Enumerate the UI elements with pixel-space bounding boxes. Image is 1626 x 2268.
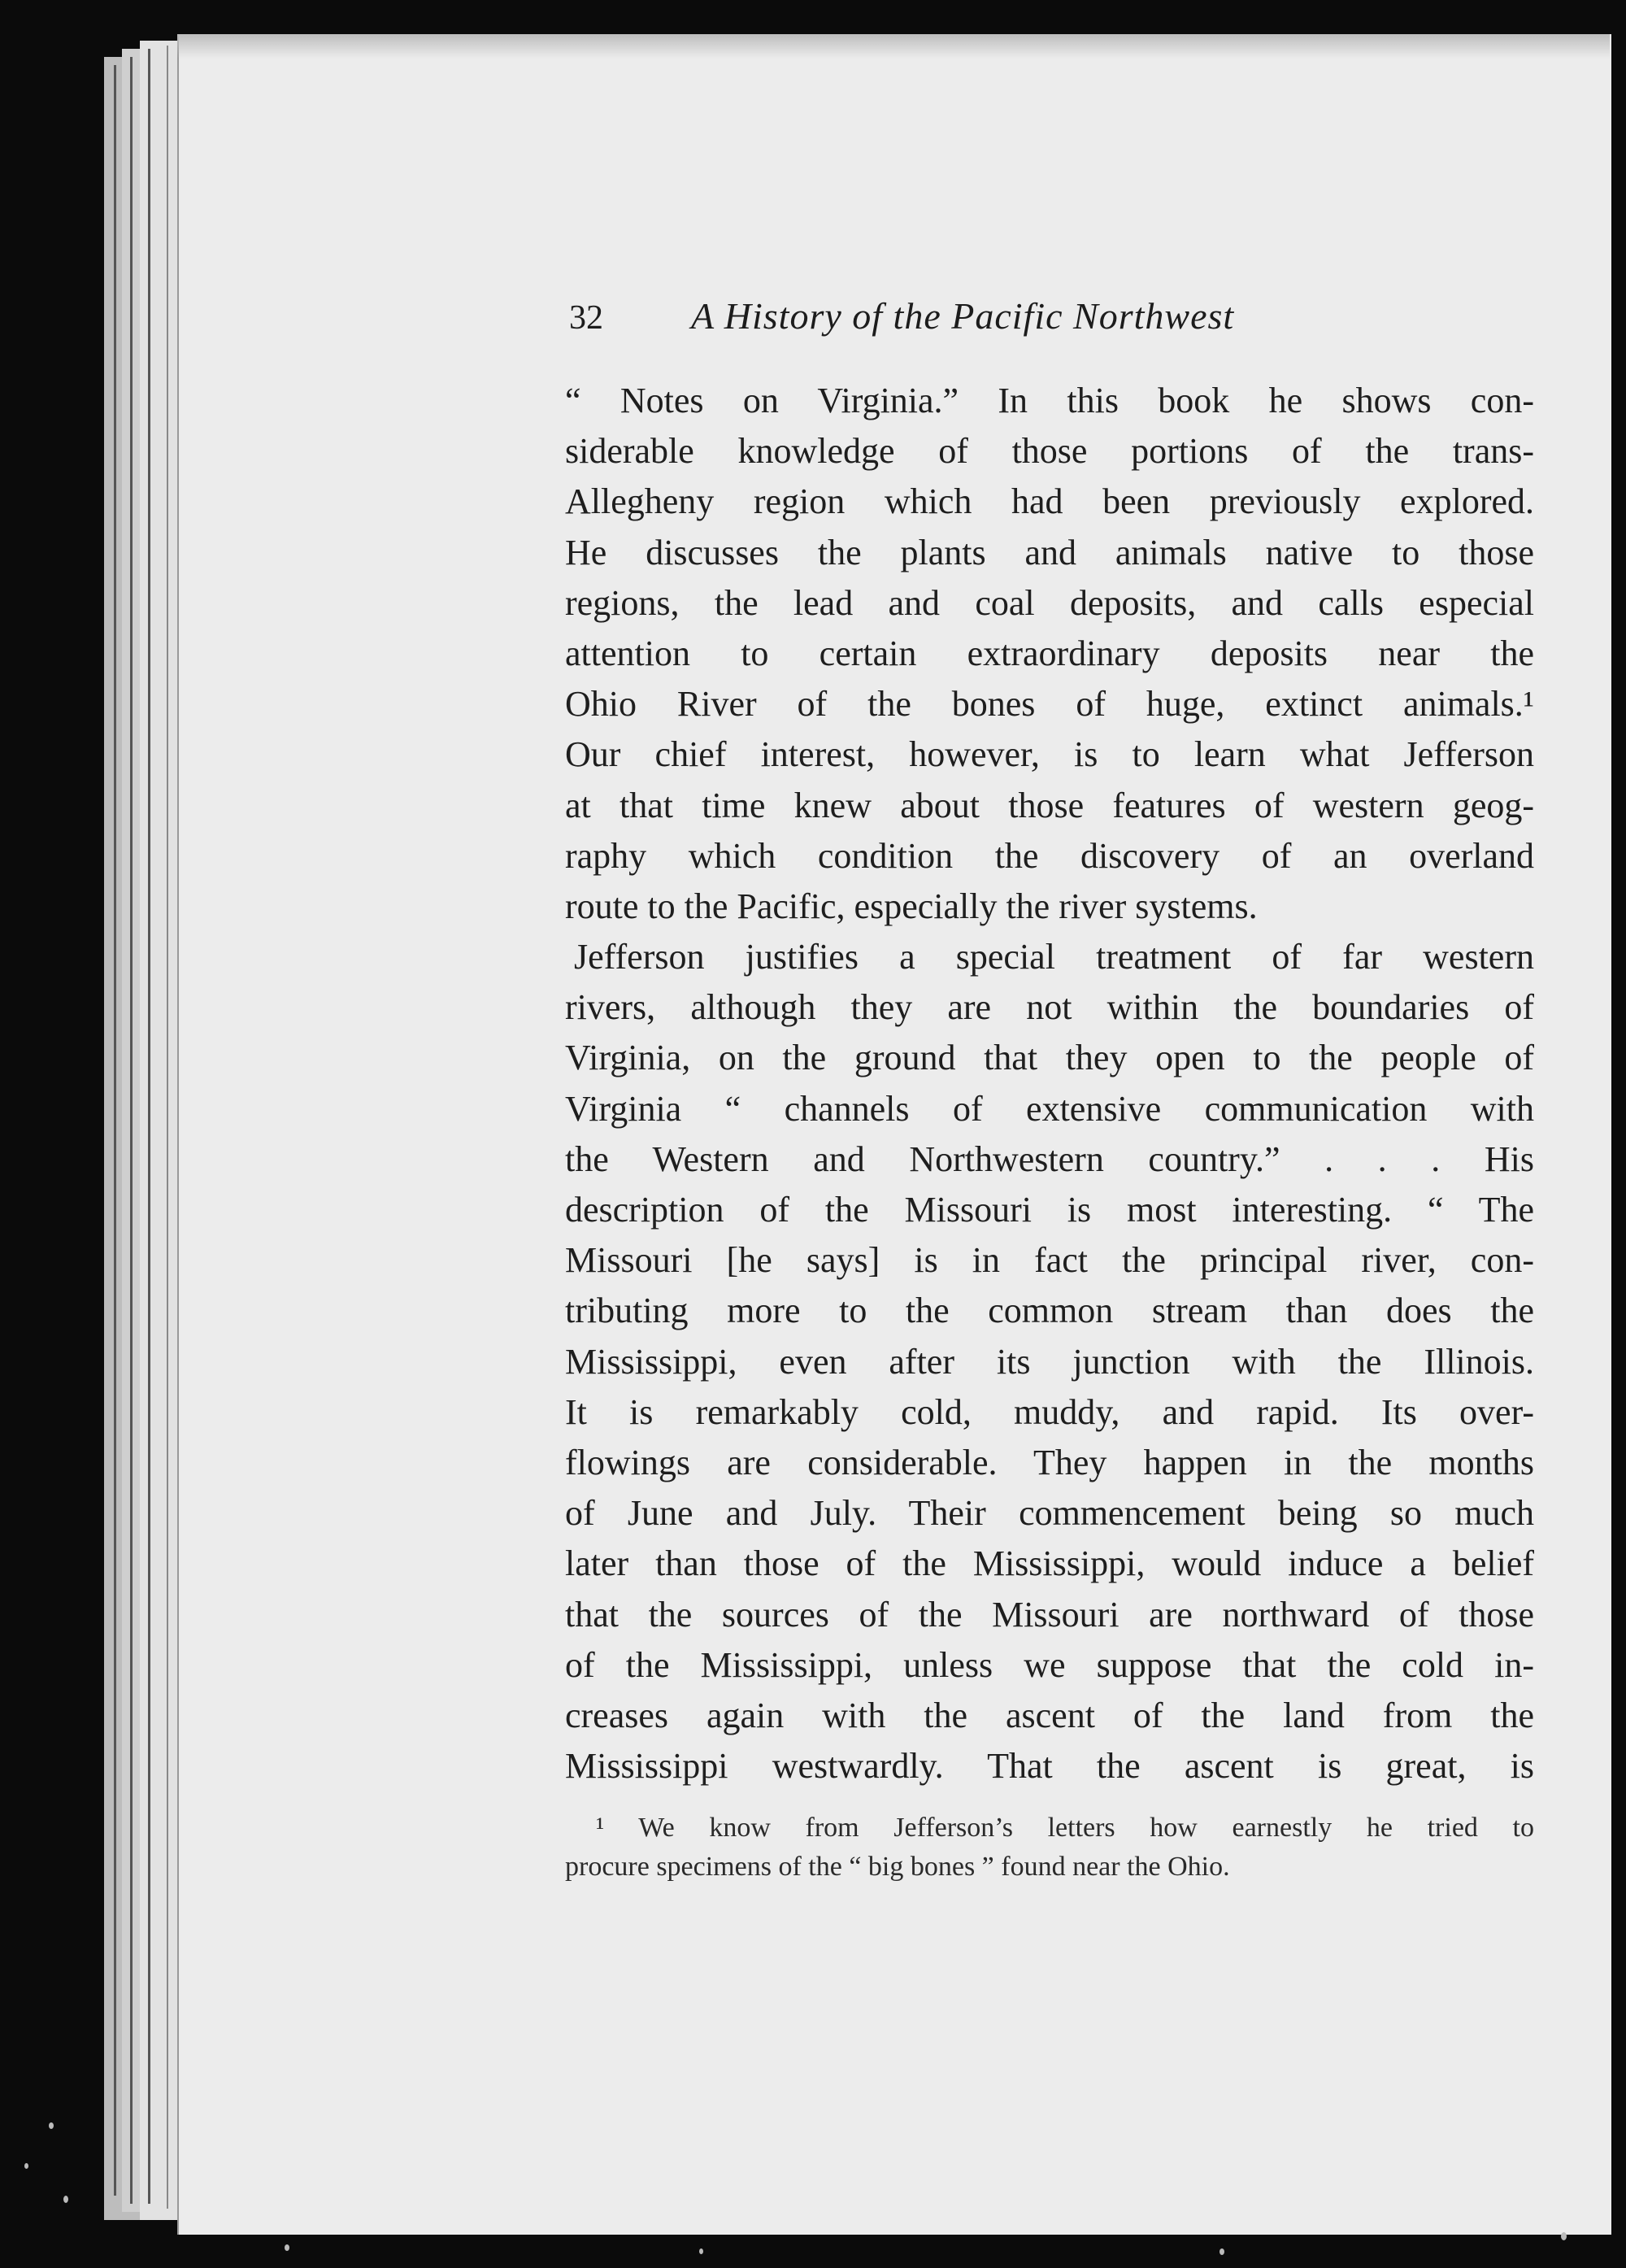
text-line: tributing more to the common stream than does the (565, 1291, 1534, 1331)
footnote-line: ¹ We know from Jefferson’s letters how earnestly he tried to (596, 1813, 1534, 1843)
text-line: flowings are considerable. They happen in the months (565, 1442, 1534, 1482)
text-line: attention to certain extraordinary deposits near the (565, 633, 1534, 673)
text-line: Mississippi, even after its junction with the Illinois. (565, 1341, 1534, 1382)
body-text (565, 376, 1534, 1791)
text-line: description of the Missouri is most interesting. “ The (565, 1190, 1534, 1230)
text-line: Virginia “ channels of extensive communication with (565, 1088, 1534, 1129)
text-line: of June and July. Their commencement being so much (565, 1493, 1534, 1534)
text-line: Ohio River of the bones of huge, extinct animals.¹ (565, 684, 1534, 725)
running-title: A History of the Pacific Northwest (691, 295, 1235, 337)
text-line: It is remarkably cold, muddy, and rapid. Its over- (565, 1391, 1534, 1432)
scan-speck (49, 2122, 54, 2129)
page-top-shadow (177, 34, 1610, 59)
scan-speck (1561, 2232, 1567, 2240)
running-head (569, 294, 1545, 351)
text-line: Allegheny region which had been previously explored. (565, 481, 1534, 522)
scan-speck (24, 2163, 28, 2169)
page-edge-line (167, 46, 168, 2209)
text-line: He discusses the plants and animals native to those (565, 532, 1534, 572)
page-number: 32 (569, 299, 603, 337)
text-line: Mississippi westwardly. That the ascent is great, is (565, 1746, 1534, 1787)
text-line: Jefferson justifies a special treatment of far western (574, 937, 1534, 977)
text-line: raphy which condition the discovery of an overland (565, 835, 1534, 876)
text-line: “ Notes on Virginia.” In this book he shows con- (565, 381, 1534, 420)
text-line: regions, the lead and coal deposits, and calls especial (565, 582, 1534, 623)
page-edge-line (114, 65, 116, 2196)
scan-speck (1220, 2248, 1224, 2255)
scan-speck (699, 2248, 703, 2254)
page-edge-line (148, 49, 150, 2204)
text-line: rivers, although they are not within the boundaries of (565, 987, 1534, 1028)
text-line: route to the Pacific, especially the river systems. (565, 886, 1258, 926)
footnote (565, 1809, 1534, 1887)
text-line: later than those of the Mississippi, would induce a belief (565, 1543, 1534, 1584)
text-line: at that time knew about those features of western geog- (565, 785, 1534, 825)
scan-speck (63, 2196, 68, 2203)
scan-speck (285, 2244, 289, 2251)
text-line: creases again with the ascent of the land from the (565, 1695, 1534, 1735)
text-line: Our chief interest, however, is to learn what Jefferson (565, 734, 1534, 775)
text-line: siderable knowledge of those portions of the trans- (565, 431, 1534, 472)
text-line: Missouri [he says] is in fact the principal river, con- (565, 1240, 1534, 1281)
text-line: that the sources of the Missouri are northward of those (565, 1594, 1534, 1635)
page-edge (140, 41, 180, 2220)
text-line: the Western and Northwestern country.” . . . His (565, 1138, 1534, 1179)
text-line: Virginia, on the ground that they open to the people of (565, 1038, 1534, 1078)
text-line: of the Mississippi, unless we suppose that the cold in- (565, 1644, 1534, 1685)
page-edge-line (130, 57, 133, 2204)
footnote-line: procure specimens of the “ big bones ” found near the Ohio. (565, 1852, 1230, 1882)
